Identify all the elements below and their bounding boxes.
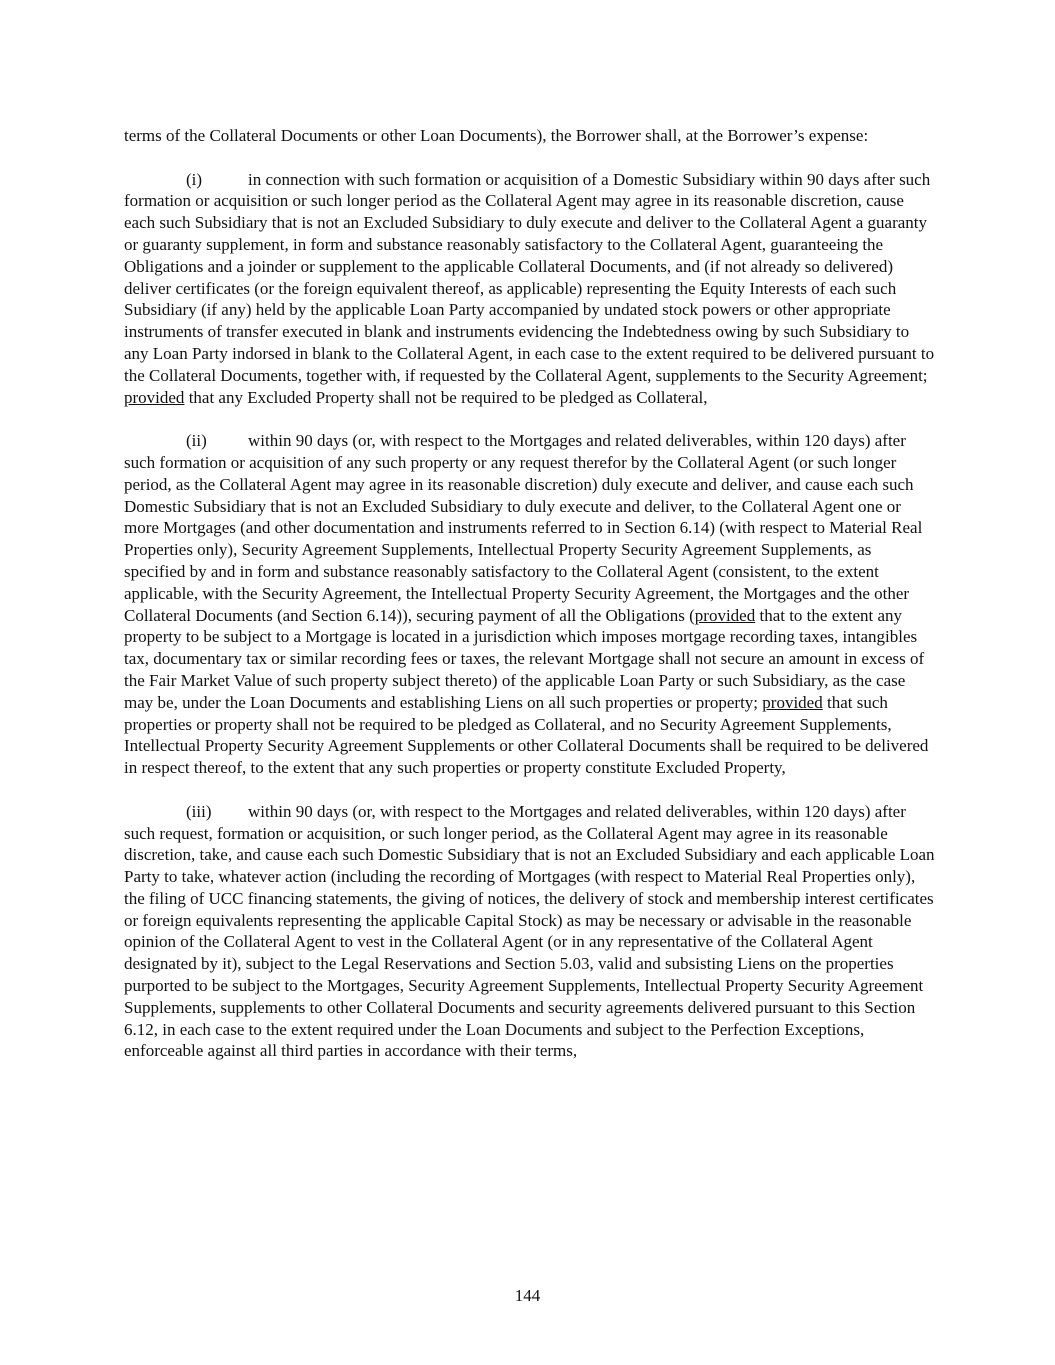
clause-i-text-a: in connection with such formation or acquisition of a Domestic Subsidiary within 90 days after such formation or acquisition or such longer period as the Collateral Agent may agree in its reasonable discretion, cause each such Subsidiary that is not an Excluded Subsidiary to duly execute and deliver to the Collateral Agent a guaranty or guaranty supplement, in form and substance reasonably satisfactory to the Collateral Agent, guaranteeing the Obligations and a joinder or supplement to the applicable Collateral Documents, and (if not already so delivered) deliver certificates (or the foreign equivalent thereof, as applicable) representing the Equity Interests of each such Subsidiary (if any) held by the applicable Loan Party accompanied by undated stock powers or other appropriate instruments of transfer executed in blank and instruments evidencing the Indebtedness owing by such Subsidiary to any Loan Party indorsed in blank to the Collateral Agent, in each case to the extent required to be delivered pursuant to the Collateral Documents, together with, if requested by the Collateral Agent, supplements to the Security Agreement; bbox=[124, 169, 935, 385]
clause-iii-text-a: within 90 days (or, with respect to the Mortgages and related deliverables, within 120 days) after such request, formation or acquisition, or such longer period, as the Collateral Agent may agree in its reasonable discretion, take, and cause each such Domestic Subsidiary that is not an Excluded Subsidiary and each applicable Loan Party to take, whatever action (including the recording of Mortgages (with respect to Material Real Properties only), the filing of UCC financing statements, the giving of notices, the delivery of stock and membership interest certificates or foreign equivalents representing the applicable Capital Stock) as may be necessary or advisable in the reasonable opinion of the Collateral Agent to vest in the Collateral Agent (or in any representative of the Collateral Agent designated by it), subject to the Legal Reservations and Section 5.03, valid and subsisting Liens on the properties purported to be subject to the Mortgages, Security Agreement Supplements, Intellectual Property Security Agreement Supplements, supplements to other Collateral Documents and security agreements delivered pursuant to this Section 6.12, in each case to the extent required under the Loan Documents and subject to the Perfection Exceptions, enforceable against all third parties in accordance with their terms, bbox=[124, 801, 935, 1061]
page-number: 144 bbox=[514, 1286, 541, 1305]
clause-iii bbox=[124, 801, 936, 1063]
clause-ii-text-a: within 90 days (or, with respect to the Mortgages and related deliverables, within 120 days) after such formation or acquisition of any such property or any request therefor by the Collateral Agent (or such longer period, as the Collateral Agent may agree in its reasonable discretion) duly execute and deliver, and cause each such Domestic Subsidiary that is not an Excluded Subsidiary to duly execute and deliver, to the Collateral Agent one or more Mortgages (and other documentation and instruments referred to in Section 6.14) (with respect to Material Real Properties only), Security Agreement Supplements, Intellectual Property Security Agreement Supplements, as specified by and in form and substance reasonably satisfactory to the Collateral Agent (consistent, to the extent applicable, with the Security Agreement, the Intellectual Property Security Agreement, the Mortgages and the other Collateral Documents (and Section 6.14)), securing payment of all the Obligations ( bbox=[124, 431, 923, 625]
intro-paragraph: terms of the Collateral Documents or other Loan Documents), the Borrower shall, at the Borrower’s expense: bbox=[124, 126, 869, 145]
document-body bbox=[124, 125, 936, 1062]
clause-i bbox=[124, 169, 936, 409]
clause-ii bbox=[124, 430, 936, 779]
clause-iii-label: (iii) bbox=[186, 801, 212, 821]
clause-ii-label: (ii) bbox=[186, 431, 207, 451]
clause-i-label: (i) bbox=[186, 169, 203, 189]
clause-i-provided: provided bbox=[124, 387, 185, 407]
clause-ii-text-c: that such properties or property shall not be required to be pledged as Collateral, and no Security Agreement Supplements, Intellectual Property Security Agreement Supplements or other Collateral Documents shall be required to be delivered in respect thereof, to the extent that any such properties or property constitute Excluded Property, bbox=[124, 692, 929, 778]
clause-ii-text-b: that to the extent any property to be subject to a Mortgage is located in a jurisdiction which imposes mortgage recording taxes, intangibles tax, documentary tax or similar recording fees or taxes, the relevant Mortgage shall not secure an amount in excess of the Fair Market Value of such property subject thereto) of the applicable Loan Party or such Subsidiary, as the case may be, under the Loan Documents and establishing Liens on all such properties or property; bbox=[124, 605, 925, 712]
clause-ii-provided-1: provided bbox=[694, 605, 756, 625]
clause-ii-provided-2: provided bbox=[762, 692, 823, 712]
clause-i-text-b: that any Excluded Property shall not be required to be pledged as Collateral, bbox=[184, 387, 708, 407]
